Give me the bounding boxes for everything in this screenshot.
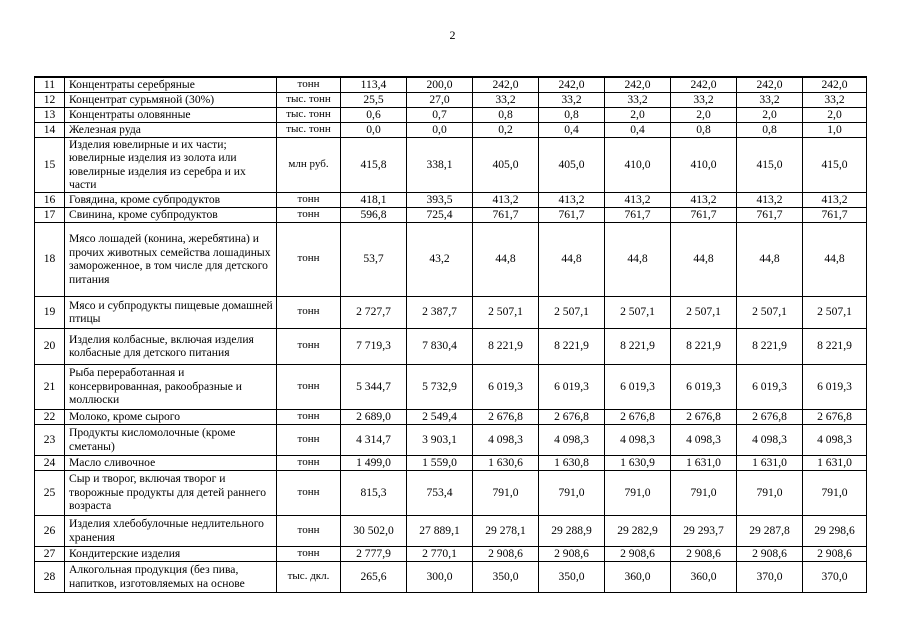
value-cell: 33,2 [803, 92, 867, 107]
value-cell: 2,0 [605, 107, 671, 122]
value-cell: 418,1 [341, 192, 407, 207]
unit-of-measure: тонн [277, 546, 341, 561]
value-cell: 413,2 [473, 192, 539, 207]
product-name: Масло сливочное [65, 455, 277, 470]
unit-of-measure: тонн [277, 515, 341, 546]
table-body [35, 77, 867, 592]
table-row [35, 77, 867, 92]
value-cell: 29 293,7 [671, 515, 737, 546]
value-cell: 113,4 [341, 77, 407, 92]
product-name: Говядина, кроме субпродуктов [65, 192, 277, 207]
product-name: Рыба переработанная и консервированная, ракообразные и моллюски [65, 364, 277, 409]
row-number: 22 [35, 409, 65, 424]
value-cell: 3 903,1 [407, 424, 473, 455]
value-cell: 761,7 [605, 207, 671, 222]
value-cell: 2 676,8 [539, 409, 605, 424]
value-cell: 1 631,0 [671, 455, 737, 470]
value-cell: 242,0 [671, 77, 737, 92]
row-number: 23 [35, 424, 65, 455]
value-cell: 791,0 [671, 470, 737, 515]
table-row [35, 561, 867, 592]
value-cell: 4 098,3 [539, 424, 605, 455]
value-cell: 242,0 [473, 77, 539, 92]
value-cell: 410,0 [605, 137, 671, 192]
table-row [35, 328, 867, 364]
value-cell: 2 676,8 [473, 409, 539, 424]
value-cell: 2 676,8 [671, 409, 737, 424]
row-number: 12 [35, 92, 65, 107]
product-name: Мясо лошадей (конина, жеребятина) и прочих животных семейства лошадиных замороженное, в том числе для детского питания [65, 222, 277, 296]
value-cell: 27,0 [407, 92, 473, 107]
value-cell: 2 507,1 [605, 296, 671, 328]
value-cell: 33,2 [671, 92, 737, 107]
value-cell: 44,8 [671, 222, 737, 296]
value-cell: 350,0 [539, 561, 605, 592]
value-cell: 2 908,6 [671, 546, 737, 561]
row-number: 27 [35, 546, 65, 561]
unit-of-measure: тонн [277, 364, 341, 409]
value-cell: 370,0 [803, 561, 867, 592]
value-cell: 6 019,3 [539, 364, 605, 409]
value-cell: 370,0 [737, 561, 803, 592]
unit-of-measure: тонн [277, 207, 341, 222]
unit-of-measure: тыс. дкл. [277, 561, 341, 592]
product-name: Свинина, кроме субпродуктов [65, 207, 277, 222]
value-cell: 2 908,6 [803, 546, 867, 561]
row-number: 11 [35, 77, 65, 92]
unit-of-measure: тонн [277, 424, 341, 455]
value-cell: 1 631,0 [737, 455, 803, 470]
value-cell: 8 221,9 [539, 328, 605, 364]
row-number: 15 [35, 137, 65, 192]
row-number: 20 [35, 328, 65, 364]
table-row [35, 515, 867, 546]
value-cell: 4 098,3 [803, 424, 867, 455]
value-cell: 1 630,9 [605, 455, 671, 470]
value-cell: 4 314,7 [341, 424, 407, 455]
value-cell: 29 287,8 [737, 515, 803, 546]
value-cell: 596,8 [341, 207, 407, 222]
unit-of-measure: тонн [277, 296, 341, 328]
value-cell: 2 676,8 [803, 409, 867, 424]
value-cell: 413,2 [803, 192, 867, 207]
value-cell: 2 689,0 [341, 409, 407, 424]
row-number: 18 [35, 222, 65, 296]
value-cell: 791,0 [473, 470, 539, 515]
product-name: Продукты кисломолочные (кроме сметаны) [65, 424, 277, 455]
row-number: 25 [35, 470, 65, 515]
value-cell: 53,7 [341, 222, 407, 296]
value-cell: 4 098,3 [671, 424, 737, 455]
row-number: 14 [35, 122, 65, 137]
product-name: Алкогольная продукция (без пива, напитков, изготовляемых на основе [65, 561, 277, 592]
value-cell: 761,7 [671, 207, 737, 222]
value-cell: 44,8 [737, 222, 803, 296]
product-name: Изделия колбасные, включая изделия колбасные для детского питания [65, 328, 277, 364]
value-cell: 2 777,9 [341, 546, 407, 561]
value-cell: 0,8 [473, 107, 539, 122]
value-cell: 44,8 [803, 222, 867, 296]
value-cell: 29 288,9 [539, 515, 605, 546]
value-cell: 8 221,9 [473, 328, 539, 364]
value-cell: 2 908,6 [539, 546, 605, 561]
product-name: Кондитерские изделия [65, 546, 277, 561]
product-name: Молоко, кроме сырого [65, 409, 277, 424]
value-cell: 2 727,7 [341, 296, 407, 328]
unit-of-measure: тонн [277, 409, 341, 424]
value-cell: 1 499,0 [341, 455, 407, 470]
value-cell: 242,0 [605, 77, 671, 92]
row-number: 21 [35, 364, 65, 409]
value-cell: 29 282,9 [605, 515, 671, 546]
value-cell: 0,6 [341, 107, 407, 122]
value-cell: 2 908,6 [473, 546, 539, 561]
value-cell: 360,0 [605, 561, 671, 592]
value-cell: 338,1 [407, 137, 473, 192]
value-cell: 265,6 [341, 561, 407, 592]
value-cell: 753,4 [407, 470, 473, 515]
product-name: Сыр и творог, включая творог и творожные продукты для детей раннего возраста [65, 470, 277, 515]
value-cell: 1 630,6 [473, 455, 539, 470]
value-cell: 413,2 [539, 192, 605, 207]
value-cell: 415,0 [803, 137, 867, 192]
value-cell: 6 019,3 [737, 364, 803, 409]
row-number: 24 [35, 455, 65, 470]
value-cell: 413,2 [605, 192, 671, 207]
product-name: Изделия хлебобулочные недлительного хранения [65, 515, 277, 546]
value-cell: 0,8 [671, 122, 737, 137]
value-cell: 44,8 [539, 222, 605, 296]
value-cell: 0,8 [737, 122, 803, 137]
value-cell: 2 507,1 [737, 296, 803, 328]
value-cell: 791,0 [605, 470, 671, 515]
value-cell: 242,0 [539, 77, 605, 92]
value-cell: 761,7 [473, 207, 539, 222]
value-cell: 350,0 [473, 561, 539, 592]
value-cell: 0,0 [407, 122, 473, 137]
value-cell: 0,4 [539, 122, 605, 137]
unit-of-measure: тыс. тонн [277, 122, 341, 137]
value-cell: 1 630,8 [539, 455, 605, 470]
value-cell: 2,0 [671, 107, 737, 122]
table-row [35, 364, 867, 409]
unit-of-measure: тыс. тонн [277, 92, 341, 107]
table-row [35, 137, 867, 192]
value-cell: 0,8 [539, 107, 605, 122]
unit-of-measure: тонн [277, 222, 341, 296]
value-cell: 415,0 [737, 137, 803, 192]
unit-of-measure: тыс. тонн [277, 107, 341, 122]
value-cell: 791,0 [803, 470, 867, 515]
value-cell: 33,2 [737, 92, 803, 107]
value-cell: 33,2 [539, 92, 605, 107]
value-cell: 8 221,9 [803, 328, 867, 364]
value-cell: 6 019,3 [803, 364, 867, 409]
value-cell: 5 732,9 [407, 364, 473, 409]
row-number: 13 [35, 107, 65, 122]
value-cell: 7 830,4 [407, 328, 473, 364]
table-row [35, 546, 867, 561]
value-cell: 2,0 [737, 107, 803, 122]
table-row [35, 455, 867, 470]
value-cell: 4 098,3 [737, 424, 803, 455]
product-name: Мясо и субпродукты пищевые домашней птицы [65, 296, 277, 328]
value-cell: 2 549,4 [407, 409, 473, 424]
value-cell: 1 559,0 [407, 455, 473, 470]
value-cell: 405,0 [539, 137, 605, 192]
value-cell: 6 019,3 [605, 364, 671, 409]
value-cell: 29 278,1 [473, 515, 539, 546]
product-name: Концентраты оловянные [65, 107, 277, 122]
unit-of-measure: тонн [277, 192, 341, 207]
product-name: Изделия ювелирные и их части; ювелирные изделия из золота или ювелирные изделия из серебра и их части [65, 137, 277, 192]
value-cell: 0,4 [605, 122, 671, 137]
value-cell: 200,0 [407, 77, 473, 92]
value-cell: 410,0 [671, 137, 737, 192]
value-cell: 6 019,3 [671, 364, 737, 409]
value-cell: 1,0 [803, 122, 867, 137]
value-cell: 30 502,0 [341, 515, 407, 546]
table-row [35, 192, 867, 207]
table-row [35, 92, 867, 107]
table-row [35, 409, 867, 424]
product-name: Концентрат сурьмяной (30%) [65, 92, 277, 107]
value-cell: 2,0 [803, 107, 867, 122]
page-number: 2 [449, 28, 456, 42]
value-cell: 725,4 [407, 207, 473, 222]
value-cell: 360,0 [671, 561, 737, 592]
table-row [35, 424, 867, 455]
value-cell: 2 507,1 [803, 296, 867, 328]
value-cell: 2 387,7 [407, 296, 473, 328]
value-cell: 8 221,9 [605, 328, 671, 364]
table-row [35, 296, 867, 328]
value-cell: 2 676,8 [605, 409, 671, 424]
value-cell: 44,8 [605, 222, 671, 296]
value-cell: 33,2 [605, 92, 671, 107]
value-cell: 413,2 [671, 192, 737, 207]
row-number: 16 [35, 192, 65, 207]
value-cell: 405,0 [473, 137, 539, 192]
value-cell: 413,2 [737, 192, 803, 207]
value-cell: 0,2 [473, 122, 539, 137]
unit-of-measure: млн руб. [277, 137, 341, 192]
value-cell: 2 770,1 [407, 546, 473, 561]
value-cell: 2 507,1 [539, 296, 605, 328]
value-cell: 791,0 [737, 470, 803, 515]
value-cell: 415,8 [341, 137, 407, 192]
value-cell: 791,0 [539, 470, 605, 515]
unit-of-measure: тонн [277, 77, 341, 92]
value-cell: 25,5 [341, 92, 407, 107]
value-cell: 2 908,6 [737, 546, 803, 561]
table-row [35, 470, 867, 515]
value-cell: 8 221,9 [671, 328, 737, 364]
value-cell: 2 507,1 [671, 296, 737, 328]
value-cell: 242,0 [737, 77, 803, 92]
row-number: 17 [35, 207, 65, 222]
value-cell: 761,7 [803, 207, 867, 222]
product-name: Железная руда [65, 122, 277, 137]
value-cell: 2 676,8 [737, 409, 803, 424]
production-table [34, 76, 867, 593]
value-cell: 5 344,7 [341, 364, 407, 409]
value-cell: 815,3 [341, 470, 407, 515]
value-cell: 44,8 [473, 222, 539, 296]
value-cell: 300,0 [407, 561, 473, 592]
value-cell: 6 019,3 [473, 364, 539, 409]
value-cell: 27 889,1 [407, 515, 473, 546]
product-name: Концентраты серебряные [65, 77, 277, 92]
value-cell: 761,7 [539, 207, 605, 222]
table-row [35, 107, 867, 122]
value-cell: 4 098,3 [605, 424, 671, 455]
value-cell: 7 719,3 [341, 328, 407, 364]
value-cell: 393,5 [407, 192, 473, 207]
row-number: 19 [35, 296, 65, 328]
value-cell: 29 298,6 [803, 515, 867, 546]
unit-of-measure: тонн [277, 470, 341, 515]
value-cell: 0,7 [407, 107, 473, 122]
table-row [35, 207, 867, 222]
value-cell: 43,2 [407, 222, 473, 296]
value-cell: 761,7 [737, 207, 803, 222]
unit-of-measure: тонн [277, 328, 341, 364]
value-cell: 2 908,6 [605, 546, 671, 561]
value-cell: 2 507,1 [473, 296, 539, 328]
row-number: 26 [35, 515, 65, 546]
value-cell: 1 631,0 [803, 455, 867, 470]
value-cell: 4 098,3 [473, 424, 539, 455]
row-number: 28 [35, 561, 65, 592]
table-row [35, 222, 867, 296]
value-cell: 33,2 [473, 92, 539, 107]
value-cell: 242,0 [803, 77, 867, 92]
unit-of-measure: тонн [277, 455, 341, 470]
value-cell: 8 221,9 [737, 328, 803, 364]
table-row [35, 122, 867, 137]
value-cell: 0,0 [341, 122, 407, 137]
